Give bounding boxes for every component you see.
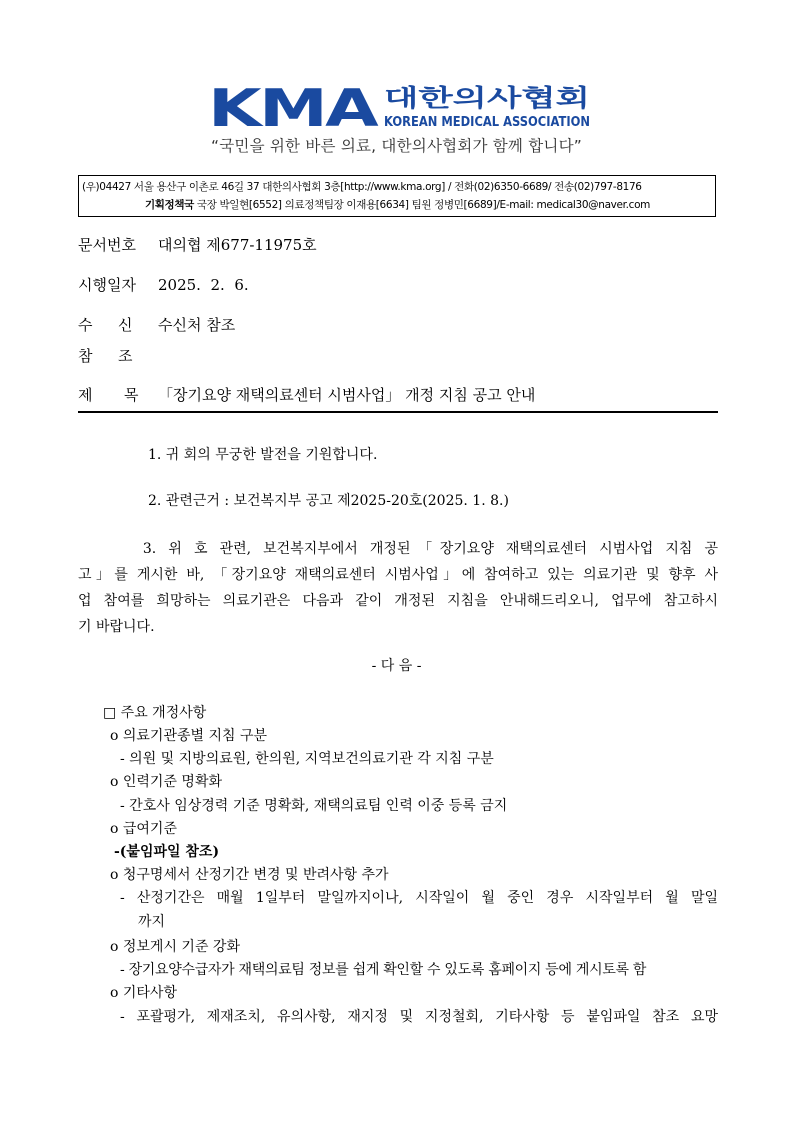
paragraph-2: 2. 관련근거 : 보건복지부 공고 제2025-20호(2025. 1. 8.) [148, 493, 509, 509]
contact-address: (우)04427 서울 용산구 이촌로 46길 37 대한의사협회 3층[http://www.kma.org] / 전화(02)6350-6689/ 전송(02)797-8176 [82, 181, 642, 193]
paragraph-3-line-2: 고」를 게시한 바, 「장기요양 재택의료센터 시범사업」에 참여하고 있는 의료기관 및 향후 사 [78, 567, 718, 583]
date-row [78, 274, 249, 295]
subject: 「장기요양 재택의료센터 시범사업」 개정 지침 공고 안내 [158, 386, 536, 404]
recipient-label-1: 수 [78, 316, 93, 334]
change-title-6: o 기타사항 [110, 985, 177, 1001]
contact-staff [82, 196, 713, 214]
paragraph-3-line-4: 기 바랍니다. [78, 619, 155, 635]
recipient-row [78, 314, 235, 335]
doc-number: 대의협 제677-11975호 [158, 236, 317, 254]
kma-logo [208, 79, 592, 139]
change-title-2: o 인력기준 명확화 [110, 774, 222, 790]
change-title-4: o 청구명세서 산정기간 변경 및 반려사항 추가 [110, 867, 389, 883]
date-label: 시행일자 [78, 276, 136, 294]
subject-divider [78, 411, 718, 413]
contact-staff-list: 국장 박일현[6552] 의료정책팀장 이재용[6634] 팀원 정병민[6689]/E-mail: medical30@naver.com [193, 199, 651, 211]
paragraph-3-line-3: 업 참여를 희망하는 의료기관은 다음과 같이 개정된 지침을 안내해드리오니, 업무에 참고하시 [78, 593, 718, 609]
change-detail-4 [120, 887, 718, 907]
changes-heading: □ 주요 개정사항 [103, 705, 207, 721]
subject-label [78, 384, 158, 405]
change-detail-1: - 의원 및 지방의료원, 한의원, 지역보건의료기관 각 지침 구분 [120, 751, 494, 767]
logo-korean: 대한의사협회 [384, 84, 590, 112]
contact-box [78, 175, 716, 217]
recipient-label-2: 신 [118, 316, 133, 334]
doc-number-row [78, 234, 317, 255]
paragraph-3 [78, 536, 718, 640]
paragraph-3-line-1: 3. 위 호 관련, 보건복지부에서 개정된「장기요양 재택의료센터 시범사업 지침 공 [78, 541, 718, 557]
paragraph-1: 1. 귀 회의 무궁한 발전을 기원합니다. [148, 447, 378, 463]
recipient: 수신처 참조 [158, 316, 236, 334]
slogan: “국민을 위한 바른 의료, 대한의사협회가 함께 합니다” [211, 137, 582, 155]
reference-label-1: 참 [78, 347, 93, 365]
change-detail-5: - 장기요양수급자가 재택의료팀 정보를 쉽게 확인할 수 있도록 홈페이지 등에 게시토록 함 [120, 962, 647, 978]
next-heading: - 다 음 - [371, 658, 422, 674]
date: 2025. 2. 6. [158, 276, 249, 294]
recipient-label [78, 314, 158, 335]
reference-label-2: 조 [118, 347, 133, 365]
change-detail-4-line-2: 까지 [138, 914, 166, 930]
change-title-1: o 의료기관종별 지침 구분 [110, 728, 268, 744]
logo-english: KOREAN MEDICAL ASSOCIATION [384, 115, 590, 130]
change-detail-4-line-1: - 산정기간은 매월 1일부터 말일까지이나, 시작일이 월 중인 경우 시작일부터 월 말일 [120, 890, 718, 906]
subject-row [78, 384, 535, 405]
subject-label-2: 목 [124, 386, 139, 404]
change-title-3: o 급여기준 [110, 821, 177, 837]
doc-number-label: 문서번호 [78, 236, 136, 254]
change-detail-6 [120, 1006, 718, 1026]
reference-label [78, 345, 158, 366]
change-detail-2: - 간호사 임상경력 기준 명확화, 재택의료팀 인력 이중 등록 금지 [120, 798, 508, 814]
change-detail-3: -(붙임파일 참조) [114, 844, 220, 860]
change-title-5: o 정보게시 기준 강화 [110, 939, 240, 955]
contact-dept: 기획정책국 [144, 199, 194, 211]
change-detail-6-line: - 포괄평가, 제재조치, 유의사항, 재지정 및 지정철회, 기타사항 등 붙임파일 참조 요망 [120, 1009, 718, 1025]
subject-label-1: 제 [78, 386, 93, 404]
reference-row [78, 345, 158, 366]
logo-mark: KMA [208, 79, 379, 139]
